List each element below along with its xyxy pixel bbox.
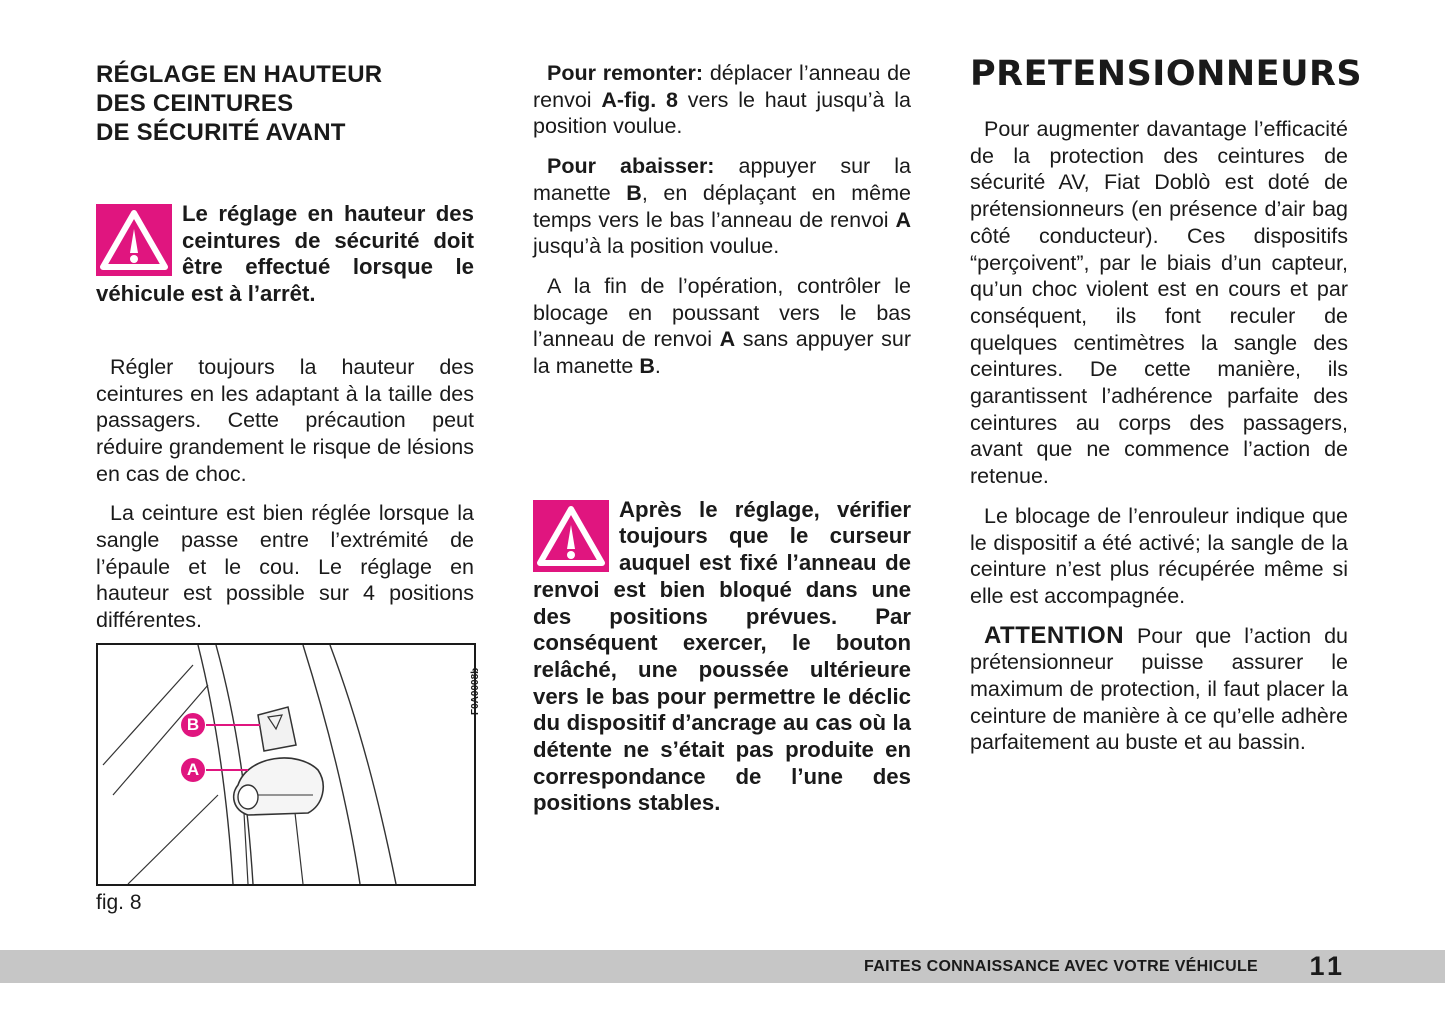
- page-title: PRETENSIONNEURS: [970, 54, 1363, 94]
- ref-a: A: [719, 327, 736, 352]
- text-span: vers le haut jusqu’à la position voulue.: [533, 87, 911, 139]
- heading-line-1: RÉGLAGE EN HAUTEUR: [96, 61, 383, 88]
- paragraph-retractor-lock: Le blocage de l’enrouleur indique que le dispositif a été activé; la sangle de la ceinture n’est plus récupérée même si elle est accompagnée.: [970, 503, 1348, 608]
- footer-bar: [0, 950, 1445, 983]
- ref-b: B: [626, 180, 642, 205]
- figure-label-a: A: [186, 760, 200, 779]
- page-number: 11: [1309, 951, 1346, 981]
- figure-label-b: B: [186, 715, 200, 734]
- warning-box-locking: [533, 497, 911, 817]
- attention-label: ATTENTION: [984, 621, 1125, 649]
- paragraph-check-lock: [533, 273, 911, 380]
- figure-code: F0A0008b: [470, 667, 481, 715]
- text-span: , en déplaçant en même temps vers le bas l’anneau de renvoi: [533, 180, 911, 232]
- text-span: jusqu’à la position voulue.: [533, 234, 780, 259]
- warning-triangle-icon: [533, 500, 609, 572]
- column-left: [96, 60, 474, 647]
- text-span: déplacer l’anneau de renvoi: [533, 61, 911, 112]
- section-heading-reglage: [96, 60, 474, 147]
- paragraph-correct-fit: La ceinture est bien réglée lorsque la sangle passe entre l’extrémité de l’épaule et le cou. Le réglage en hauteur est possible sur 4 positions différentes.: [96, 501, 474, 633]
- lead-raise: Pour remonter:: [547, 61, 704, 85]
- column-middle: [533, 60, 911, 817]
- warning-box-stationary: [96, 201, 474, 308]
- paragraph-pretensioners: Pour augmenter davantage l’efficacité de la protection des ceintures de sécurité AV, Fiat Doblò est doté de prétensionneurs (en présence d’air bag côté conducteur). Ces dispositifs “perçoivent”, par le biais d’un capteur, qu’un choc violent est en cours et par conséquent, ils font reculer de quelques centimètres la sangle des ceintures. De cette manière, ils garantissent l’adhérence parfaite des ceintures au corps des passagers, avant que ne commence l’action de retenue.: [970, 117, 1348, 489]
- lead-lower: Pour abaisser:: [547, 154, 715, 179]
- ref-a-fig8: A-fig. 8: [601, 87, 679, 112]
- heading-line-3: DE SÉCURITÉ AVANT: [96, 119, 346, 146]
- footer-section-title: FAITES CONNAISSANCE AVEC VOTRE VÉHICULE: [864, 958, 1258, 975]
- figure-caption: fig. 8: [96, 891, 142, 914]
- warning-text: Le réglage en hauteur des ceintures de sécurité doit être effectué lorsque le véhicule est à l’arrêt.: [96, 201, 474, 307]
- heading-line-2: DES CEINTURES: [96, 90, 294, 117]
- ref-a: A: [895, 207, 911, 232]
- text-span: A la fin de l’opération, contrôler le blocage en poussant vers le bas l’anneau de renvoi: [533, 273, 911, 352]
- warning-text: Après le réglage, vérifier toujours que le curseur auquel est fixé l’anneau de renvoi est bien bloqué dans une des positions prévues. Par conséquent exercer, le bouton relâché, une poussée ultérieure vers le bas pour permettre le déclic du dispositif d’ancrage au cas où la détente ne s’était pas produite en correspondance de l’une des positions stables.: [533, 496, 911, 816]
- paragraph-lower: [533, 153, 911, 260]
- ref-b: B: [639, 354, 655, 379]
- paragraph-raise: [533, 60, 911, 140]
- figure-8-illustration: [96, 643, 476, 886]
- text-span: Pour que l’action du prétensionneur puisse assurer le maximum de protection, il faut placer la ceinture de manière à ce qu’elle adhère parfaitement au buste et au bassin.: [970, 623, 1348, 755]
- warning-triangle-icon: [96, 204, 172, 276]
- paragraph-adjust-height: Régler toujours la hauteur des ceintures en les adaptant à la taille des passagers. Cette précaution peut réduire grandement le risque de lésions en cas de choc.: [96, 354, 474, 486]
- paragraph-attention: [970, 623, 1348, 757]
- column-right: [970, 54, 1363, 769]
- text-span: sans appuyer sur la manette: [533, 327, 911, 379]
- text-span: appuyer sur la manette: [533, 154, 911, 205]
- text-span: .: [654, 354, 661, 379]
